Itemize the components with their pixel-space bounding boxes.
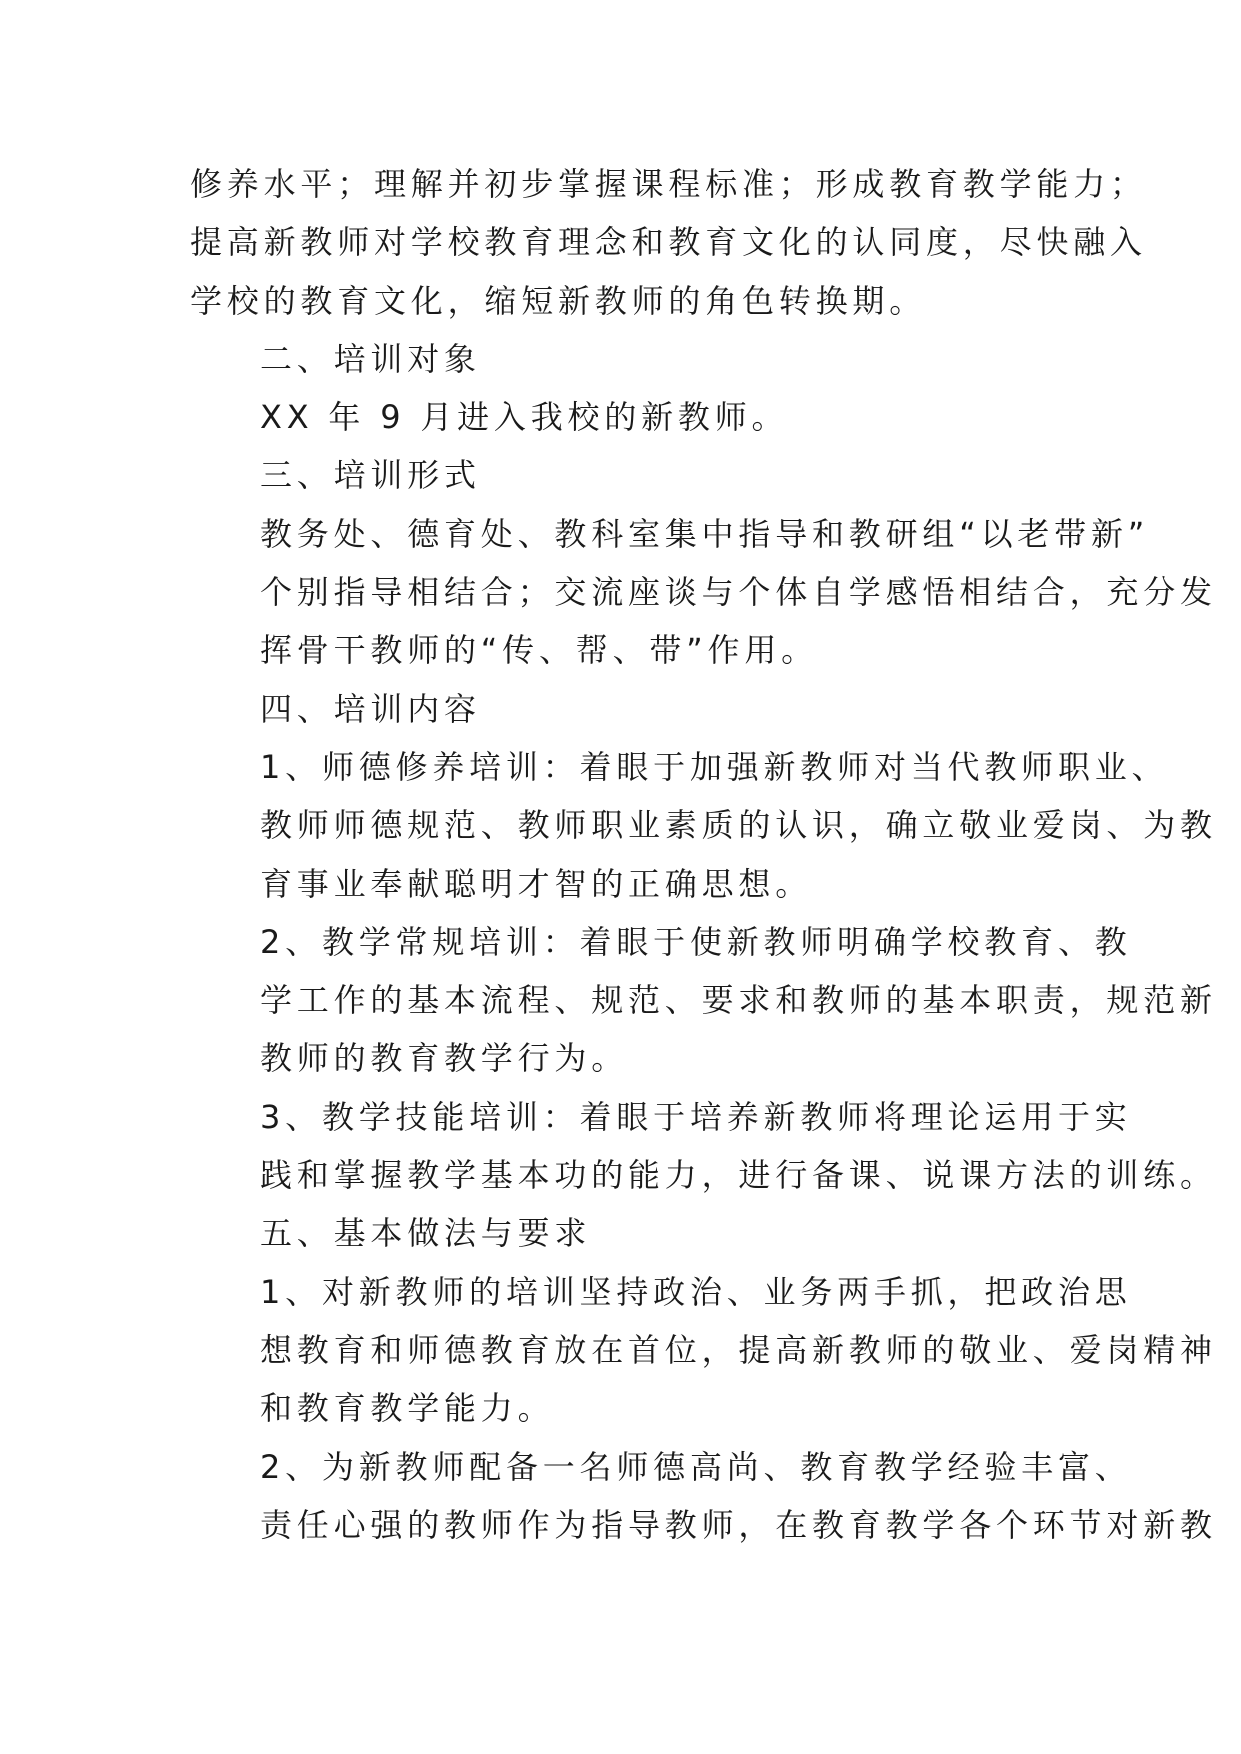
text-line: 育事业奉献聪明才智的正确思想。 <box>260 864 813 903</box>
text-line: 修养水平；理解并初步掌握课程标准；形成教育教学能力； <box>190 165 1147 203</box>
text-line: 2、为新教师配备一名师德高尚、教育教学经验丰富、 <box>260 1447 1132 1486</box>
text-line: 践和掌握教学基本功的能力，进行备课、说课方法的训练。 <box>260 1156 1217 1195</box>
text-line: XX 年 9 月进入我校的新教师。 <box>260 398 789 437</box>
paragraph <box>190 155 1147 330</box>
text-line: 1、师德修养培训：着眼于加强新教师对当代教师职业、 <box>260 747 1169 786</box>
paragraph <box>190 913 1217 1088</box>
text-line: 挥骨干教师的“传、帮、带”作用。 <box>260 631 818 670</box>
text-line: 教务处、德育处、教科室集中指导和教研组“以老带新” <box>260 514 1150 553</box>
paragraph <box>190 1204 1070 1262</box>
paragraph <box>190 330 1070 388</box>
paragraph <box>190 446 1070 504</box>
text-line: 个别指导相结合；交流座谈与个体自学感悟相结合，充分发 <box>260 573 1217 612</box>
text-line: 学工作的基本流程、规范、要求和教师的基本职责，规范新 <box>260 981 1217 1020</box>
text-line: 五、基本做法与要求 <box>260 1214 592 1253</box>
text-line: 3、教学技能培训：着眼于培养新教师将理论运用于实 <box>260 1097 1132 1136</box>
document-body <box>190 155 1217 1554</box>
text-line: 教师的教育教学行为。 <box>260 1039 629 1078</box>
paragraph <box>190 388 1070 446</box>
text-line: 教师师德规范、教师职业素质的认识，确立敬业爱岗、为教 <box>260 806 1217 845</box>
paragraph <box>190 1438 1217 1555</box>
text-line: 想教育和师德教育放在首位，提高新教师的敬业、爱岗精神 <box>260 1330 1217 1369</box>
text-line: 1、对新教师的培训坚持政治、业务两手抓，把政治思 <box>260 1272 1132 1311</box>
text-line: 三、培训形式 <box>260 456 481 495</box>
paragraph <box>190 738 1217 913</box>
text-line: 学校的教育文化，缩短新教师的角色转换期。 <box>190 281 927 320</box>
text-line: 四、培训内容 <box>260 689 481 728</box>
text-line: 2、教学常规培训：着眼于使新教师明确学校教育、教 <box>260 922 1132 961</box>
text-line: 和教育教学能力。 <box>260 1389 555 1428</box>
text-line: 责任心强的教师作为指导教师，在教育教学各个环节对新教 <box>260 1505 1217 1544</box>
text-line: 二、培训对象 <box>260 339 481 378</box>
paragraph <box>190 505 1217 680</box>
paragraph <box>190 1088 1217 1205</box>
text-line: 提高新教师对学校教育理念和教育文化的认同度，尽快融入 <box>190 223 1147 262</box>
paragraph <box>190 680 1070 738</box>
paragraph <box>190 1263 1217 1438</box>
